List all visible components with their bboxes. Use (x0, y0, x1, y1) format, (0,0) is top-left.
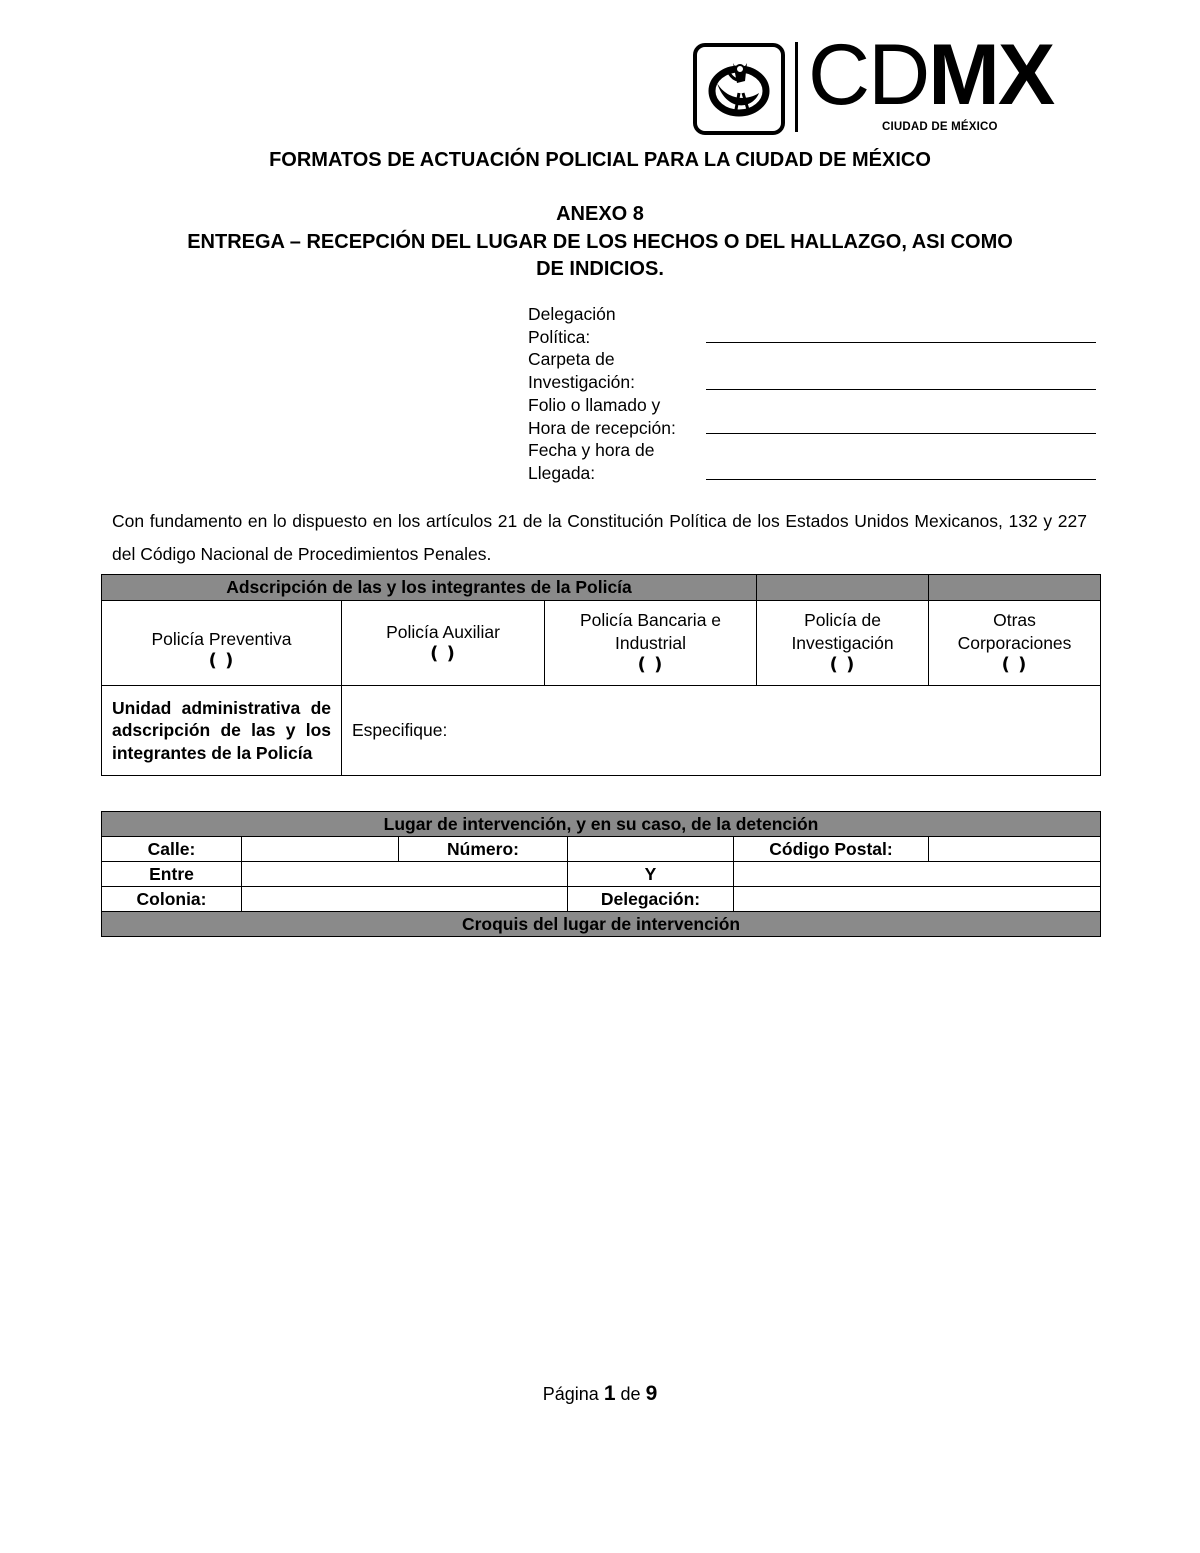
total-pages-number: 9 (645, 1382, 658, 1405)
option-label: Policía Auxiliar (386, 621, 500, 642)
document-title: FORMATOS DE ACTUACIÓN POLICIAL PARA LA CIUDAD DE MÉXICO (269, 149, 931, 171)
field-label-delegation (528, 303, 703, 348)
field-line-investigation-folder[interactable] (706, 389, 1096, 390)
field-label-line: Folio o llamado y (528, 395, 661, 415)
logo-subtitle: CIUDAD DE MÉXICO (882, 121, 998, 133)
specify-label: Especifique: (352, 720, 448, 740)
number-label: Número: (399, 837, 568, 862)
field-label-arrival (528, 439, 703, 484)
checkbox-mark[interactable]: ( ) (1001, 654, 1028, 676)
current-page-number: 1 (603, 1382, 616, 1405)
annex-title-line-2: DE INDICIOS. (536, 258, 664, 280)
logo-wordmark-mx: MX (928, 27, 1054, 123)
postal-code-label: Código Postal: (734, 837, 929, 862)
of-word: de (620, 1384, 641, 1404)
neighborhood-label: Colonia: (102, 887, 242, 912)
logo-wordmark (808, 27, 1054, 123)
field-label-line: Carpeta de (528, 349, 615, 369)
checkbox-mark[interactable]: ( ) (430, 643, 456, 664)
street-input[interactable] (242, 837, 399, 862)
field-line-delegation[interactable] (706, 342, 1096, 343)
delegation-input[interactable] (734, 887, 1101, 912)
between-street-2-input[interactable] (734, 862, 1101, 887)
seal-frame (693, 43, 785, 135)
option-label: Policía de Investigación (791, 610, 894, 653)
police-table-header: Adscripción de las y los integrantes de la Policía (102, 575, 757, 601)
logo-wordmark-cd: CD (808, 27, 929, 123)
between-label: Entre (102, 862, 242, 887)
option-policia-auxiliar[interactable] (342, 601, 545, 686)
field-label-line: Política: (528, 326, 591, 347)
cdmx-logo (690, 27, 1095, 136)
option-policia-bancaria[interactable] (545, 601, 757, 686)
number-input[interactable] (568, 837, 734, 862)
intervention-place-table (101, 811, 1101, 937)
field-label-line: Fecha y hora de (528, 440, 655, 460)
field-label-line: Delegación (528, 304, 616, 324)
option-otras-corporaciones[interactable] (929, 601, 1101, 686)
postal-code-input[interactable] (929, 837, 1101, 862)
neighborhood-input[interactable] (242, 887, 568, 912)
legal-basis-paragraph: Con fundamento en lo dispuesto en los artículos 21 de la Constitución Política de los Estados Unidos Mexicanos, 132 y 227 del Código Nacional de Procedimientos Penales. (112, 511, 1087, 564)
annex-number: ANEXO 8 (556, 203, 644, 225)
option-policia-investigacion[interactable] (757, 601, 929, 686)
sketch-header: Croquis del lugar de intervención (102, 912, 1101, 937)
field-line-arrival[interactable] (706, 479, 1096, 480)
option-label: Otras Corporaciones (957, 610, 1072, 653)
field-label-line: Investigación: (528, 371, 636, 392)
administrative-unit-label: Unidad administrativa de adscripción de las y los integrantes de la Policía (102, 686, 342, 776)
between-street-1-input[interactable] (242, 862, 568, 887)
option-label: Policía Preventiva (151, 628, 292, 649)
page-footer (0, 1382, 1200, 1406)
option-label: Policía Bancaria e Industrial (579, 610, 722, 653)
logo-divider (795, 42, 798, 132)
option-policia-preventiva[interactable] (102, 601, 342, 686)
annex-title (100, 229, 1100, 283)
specify-field[interactable] (342, 686, 1101, 776)
field-label-investigation-folder (528, 348, 703, 393)
field-label-line: Llegada: (528, 462, 596, 483)
delegation-label: Delegación: (568, 887, 734, 912)
and-label: Y (568, 862, 734, 887)
page-word: Página (542, 1384, 599, 1404)
seal-icon (703, 53, 775, 125)
police-table-header-blank (929, 575, 1101, 601)
place-table-header: Lugar de intervención, y en su caso, de la detención (102, 812, 1101, 837)
police-assignment-table (101, 574, 1101, 776)
field-label-call-folio (528, 394, 703, 439)
annex-title-line-1: ENTREGA – RECEPCIÓN DEL LUGAR DE LOS HECHOS O DEL HALLAZGO, ASI COMO (187, 231, 1013, 253)
checkbox-mark[interactable]: ( ) (829, 654, 856, 676)
street-label: Calle: (102, 837, 242, 862)
field-line-call-folio[interactable] (706, 433, 1096, 434)
field-label-line: Hora de recepción: (528, 417, 676, 438)
police-table-header-blank (757, 575, 929, 601)
checkbox-mark[interactable]: ( ) (208, 650, 235, 671)
checkbox-mark[interactable]: ( ) (637, 654, 664, 676)
